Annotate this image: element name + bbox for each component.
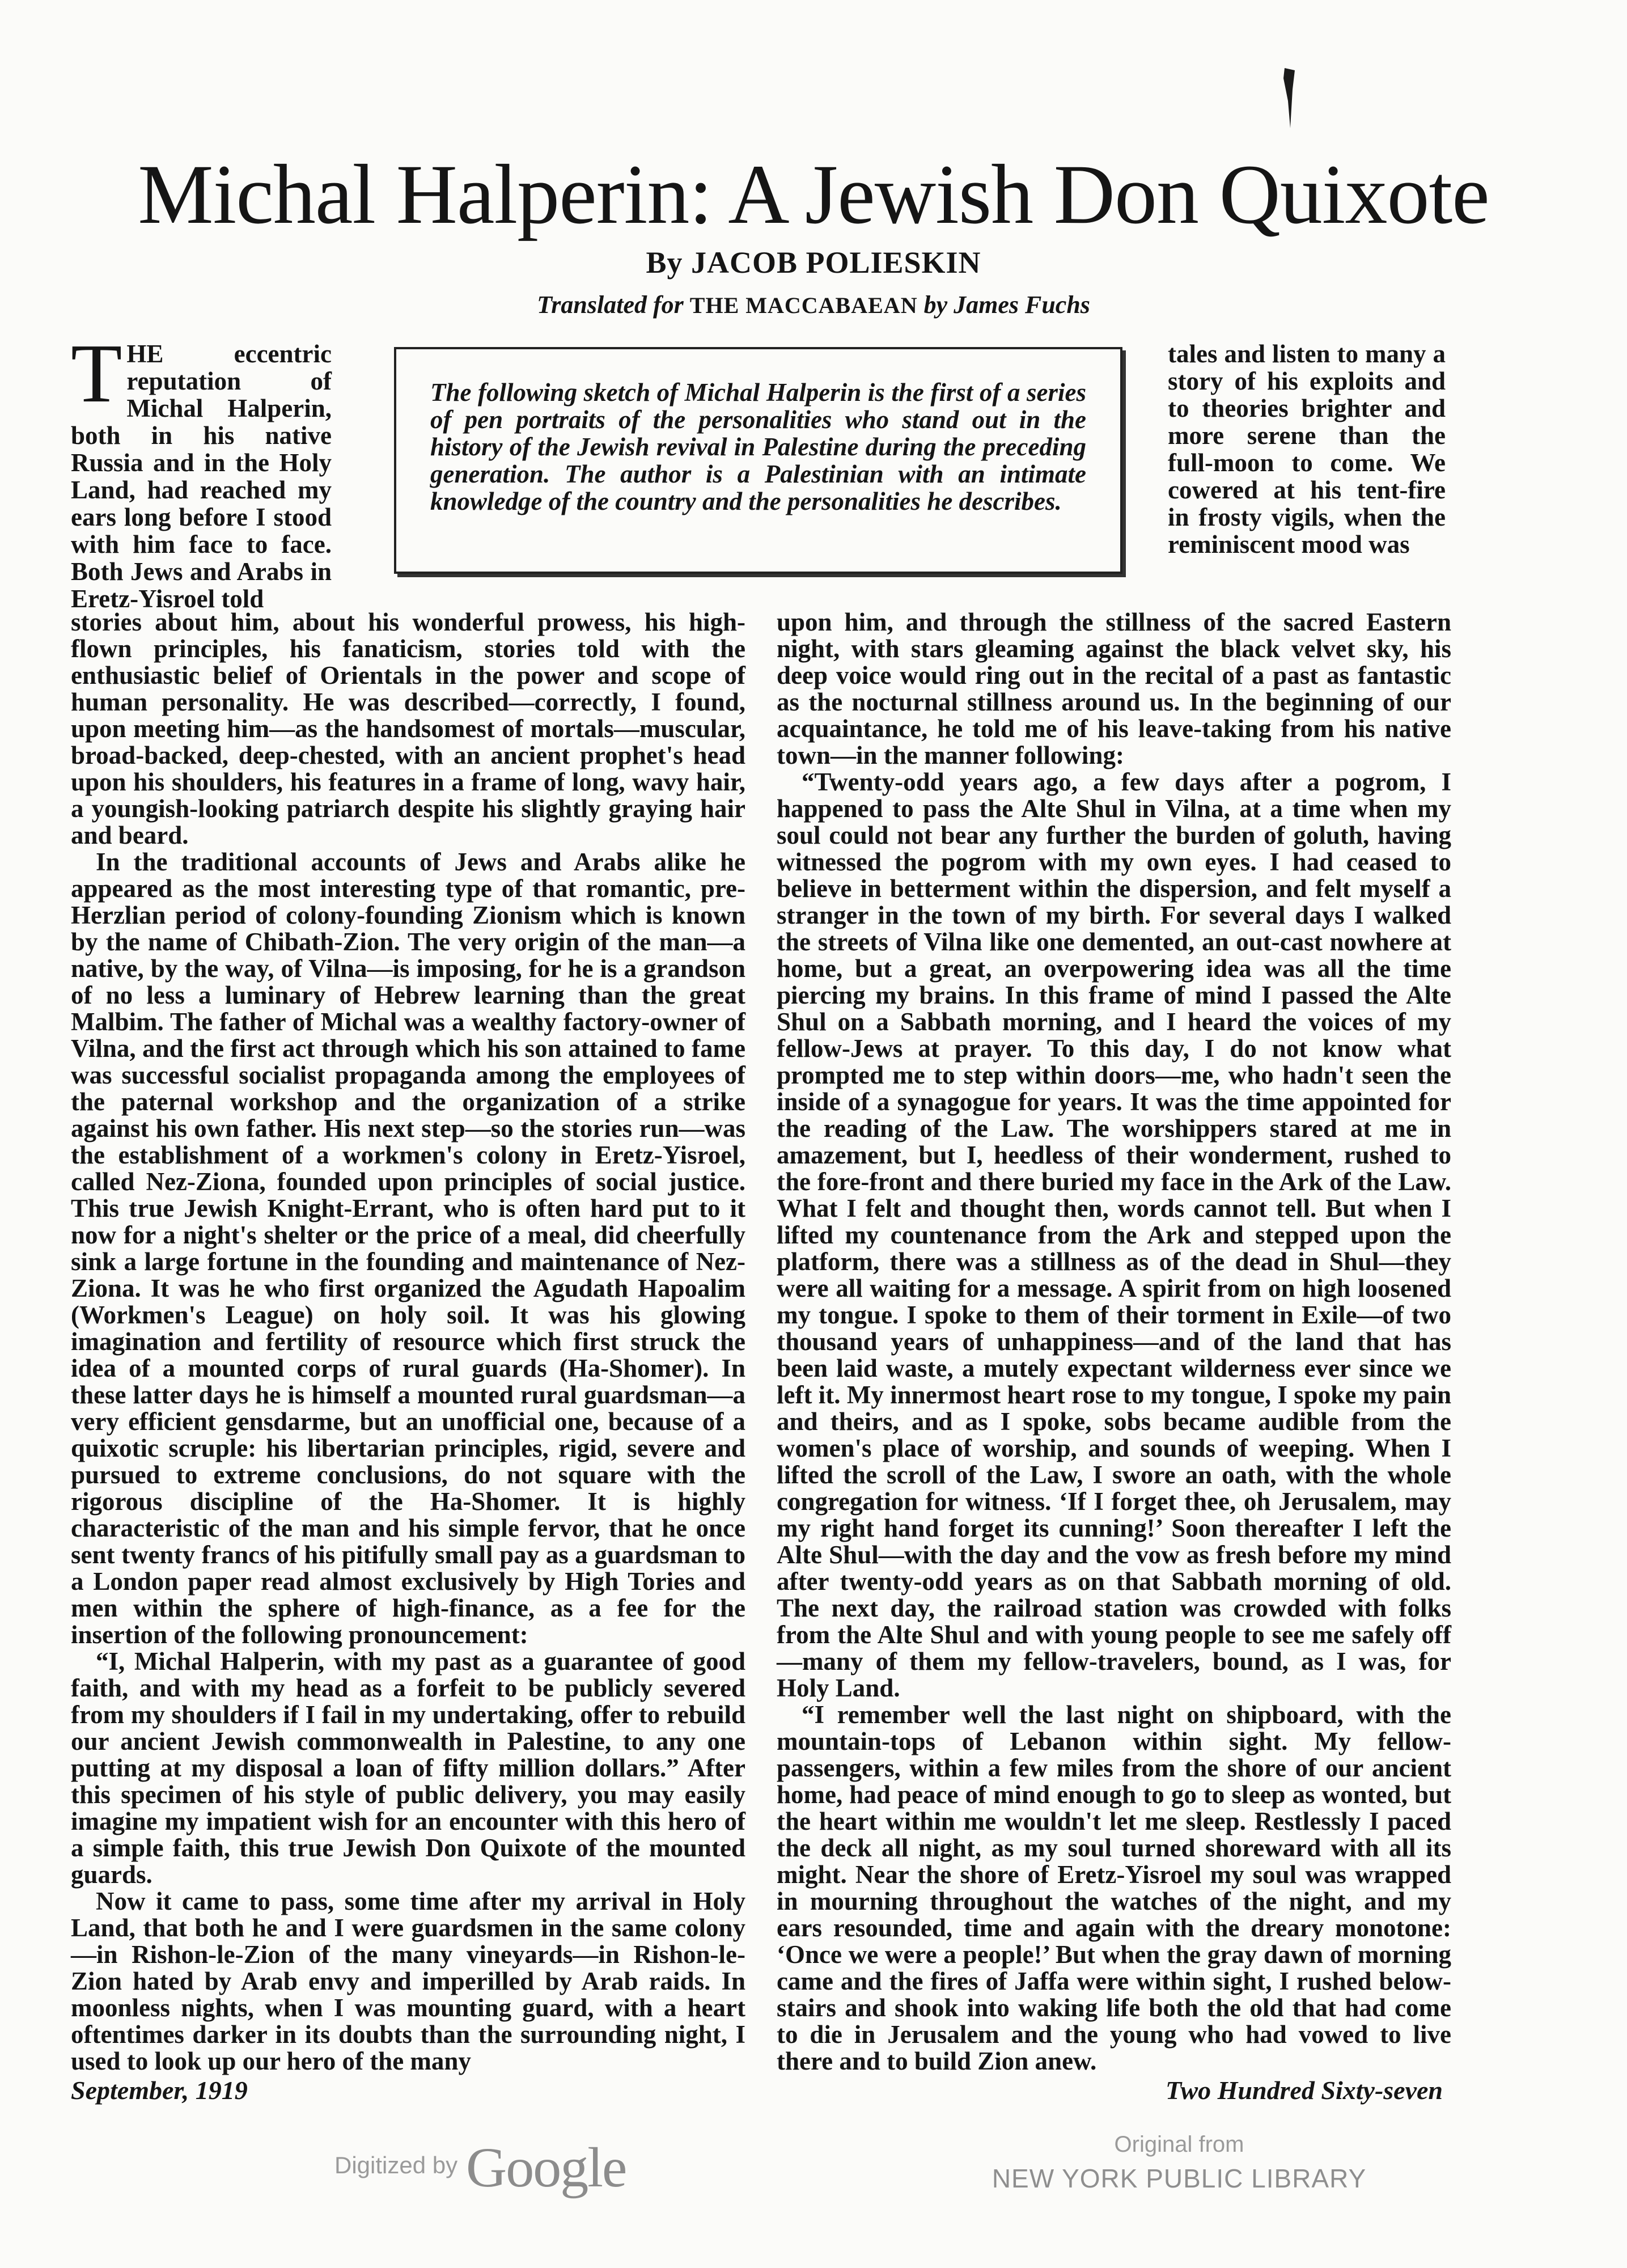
publication-name: THE MACCABAEAN — [689, 293, 918, 318]
editor-note-box — [394, 347, 1122, 574]
digitized-by-label: Digitized by — [334, 2152, 458, 2178]
article-title: Michal Halperin: A Jewish Don Quixote — [138, 147, 1489, 242]
right-paragraph: “I remember well the last night on shipboard, with the mountain-tops of Lebanon within sight. My fellow-passengers, within a few miles from the shore of our ancient home, had peace of mind enough to go to sleep as wonted, but the heart within me wouldn't let me sleep. Restlessly I paced the deck all night, as my soul turned shoreward with all its might. Near the shore of Eretz-Yisroel my soul was wrapped in mourning throughout the watches of the night, and my ears resounded, time and again with the dreary monotone: ‘Once we were a people!’ But when the gray dawn of morning came and the fires of Jaffa were within sight, I rushed below-stairs and shook into waking life both the old that had come to die in Jerusalem and the young who had vowed to live there and to build Zion anew. — [777, 1700, 1451, 2075]
left-column — [71, 609, 745, 2075]
original-from-label: Original from — [1114, 2132, 1244, 2157]
editor-note-text: The following sketch of Michal Halperin is the first of a series of pen portraits of the personalities who stand out in the history of the Jewish revival in Palestine during the preceding generation. The author is a Palestinian with an intimate knowledge of the country and the personalities he describes. — [430, 378, 1086, 515]
left-paragraph: stories about him, about his wonderful prowess, his high-flown principles, his fanaticism, stories told with the enthusiastic belief of Orientals in the power and scope of human personality. He was described—correctly, I found, upon meeting him—as the handsomest of mortals—muscular, broad-backed, deep-chested, with an ancient prophet's head upon his shoulders, his features in a frame of long, wavy hair, a youngish-looking patriarch despite his slightly graying hair and beard. — [71, 608, 745, 849]
intro-text-right-body: tales and listen to many a story of his exploits and to theories brighter and more serene than the full-moon to come. We cowered at his tent-fire in frosty vigils, when the reminiscent mood was — [1168, 340, 1446, 558]
translated-prefix: Translated for — [537, 291, 690, 319]
left-paragraph: In the traditional accounts of Jews and Arabs alike he appeared as the most interesting type of that romantic, pre-Herzlian period of colony-founding Zionism which is known by the name of Chibath-Zion. The very origin of the man—a native, by the way, of Vilna—is imposing, for he is a grandson of no less a luminary of Hebrew learning than the great Malbim. The father of Michal was a wealthy factory-owner of Vilna, and the first act through which his son attained to fame was successful socialist propaganda among the employees of the paternal workshop and the organization of a strike against his own father. His next step—so the stories run—was the establishment of a workmen's colony in Eretz-Yisroel, called Nez-Ziona, founded upon principles of social justice. This true Jewish Knight-Errant, who is often hard put to it now for a night's shelter or the price of a meal, did cheerfully sink a large fortune in the founding and maintenance of Nez-Ziona. It was he who first organized the Agudath Hapoalim (Workmen's League) on holy soil. It was his glowing imagination and fertility of resource which first struck the idea of a mounted corps of rural guards (Ha-Shomer). In these latter days he is himself a mounted rural guardsman—a very efficient gensdarme, but an unofficial one, because of a quixotic scruple: his libertarian principles, rigid, severe and pursued to extreme conclusions, do not square with the rigorous discipline of the Ha-Shomer. It is highly characteristic of the man and his simple fervor, that he once sent twenty francs of his pitifully small pay as a guardsman to a London paper read almost exclusively by High Tories and men within the sphere of high-finance, as a fee for the insertion of the following pronouncement: — [71, 848, 745, 1649]
footer-page-number: Two Hundred Sixty-seven — [1166, 2076, 1443, 2105]
right-column — [777, 609, 1451, 2075]
right-paragraph: upon him, and through the stillness of the sacred Eastern night, with stars gleaming against the black velvet sky, his deep voice would ring out in the recital of a past as fantastic as the nocturnal stillness around us. In the beginning of our acquaintance, he told me of his leave-taking from his native town—in the manner following: — [777, 608, 1451, 769]
left-paragraph: Now it came to pass, some time after my arrival in Holy Land, that both he and I were guardsmen in the same colony—in Rishon-le-Zion of the many vineyards—in Rishon-le-Zion hated by Arab envy and imperilled by Arab raids. In moonless nights, when I was mounting guard, with a heart oftentimes darker in its doubts than the surrounding night, I used to look up our hero of the many — [71, 1887, 745, 2075]
left-paragraph: “I, Michal Halperin, with my past as a guarantee of good faith, and with my head as a forfeit to be publicly severed from my shoulders if I fail in my undertaking, offer to rebuild our ancient Jewish commonwealth in Palestine, to any one putting at my disposal a loan of fifty million dollars.” After this specimen of his style of public delivery, you may easily imagine my impatient wish for an encounter with this hero of a simple faith, this true Jewish Don Quixote of the mounted guards. — [71, 1647, 745, 1889]
intro-text-left-body: HE eccentric reputation of Michal Halperin, both in his native Russia and in the Holy Land, had reached my ears long before I stood with him face to face. Both Jews and Arabs in Eretz-Yisroel told — [71, 340, 332, 613]
translator-credit — [0, 290, 1627, 319]
translated-suffix: by James Fuchs — [917, 291, 1090, 319]
intro-text-right — [1168, 340, 1446, 558]
intro-text-left — [71, 327, 332, 613]
library-name: NEW YORK PUBLIC LIBRARY — [992, 2164, 1367, 2193]
article-byline: By JACOB POLIESKIN — [646, 246, 981, 280]
google-logo: Google — [466, 2136, 626, 2199]
ink-mark-icon — [1282, 67, 1296, 129]
footer-date: September, 1919 — [71, 2076, 248, 2105]
right-paragraph: “Twenty-odd years ago, a few days after a pogrom, I happened to pass the Alte Shul in Vilna, at a time when my soul could not bear any further the burden of goluth, having witnessed the pogrom with my own eyes. I had ceased to believe in betterment within the dispersion, and felt myself a stranger in the town of my birth. For several days I walked the streets of Vilna like one demented, an out-cast nowhere at home, but a great, an overpowering idea was all the time piercing my brains. In this frame of mind I passed the Alte Shul on a Sabbath morning, and I heard the voices of my fellow-Jews at prayer. To this day, I do not know what prompted me to step within doors—me, who hadn't seen the inside of a synagogue for years. It was the time appointed for the reading of the Law. The worshippers stared at me in amazement, but I, heedless of their wonderment, rushed to the fore-front and there buried my face in the Ark of the Law. What I felt and thought then, words cannot tell. But when I lifted my countenance from the Ark and stepped upon the platform, there was a stillness as of the dead in Shul—they were all waiting for a message. A spirit from on high loosened my tongue. I spoke to them of their torment in Exile—of two thousand years of unhappiness—and of the land that has been laid waste, a mutely expectant wilderness ever since we left it. My innermost heart rose to my tongue, I spoke my pain and theirs, and as I spoke, sobs became audible from the women's place of worship, and sounds of weeping. When I lifted the scroll of the Law, I swore an oath, with the whole congregation for witness. ‘If I forget thee, oh Jerusalem, may my right hand forget its cunning!’ Soon thereafter I left the Alte Shul—with the day and the vow as fresh before my mind after twenty-odd years as on that Sabbath morning of old. The next day, the railroad station was crowded with folks from the Alte Shul and with young people to see me safely off—many of them my fellow-travelers, bound, as I was, for Holy Land. — [777, 768, 1451, 1702]
drop-cap: T — [71, 327, 122, 420]
